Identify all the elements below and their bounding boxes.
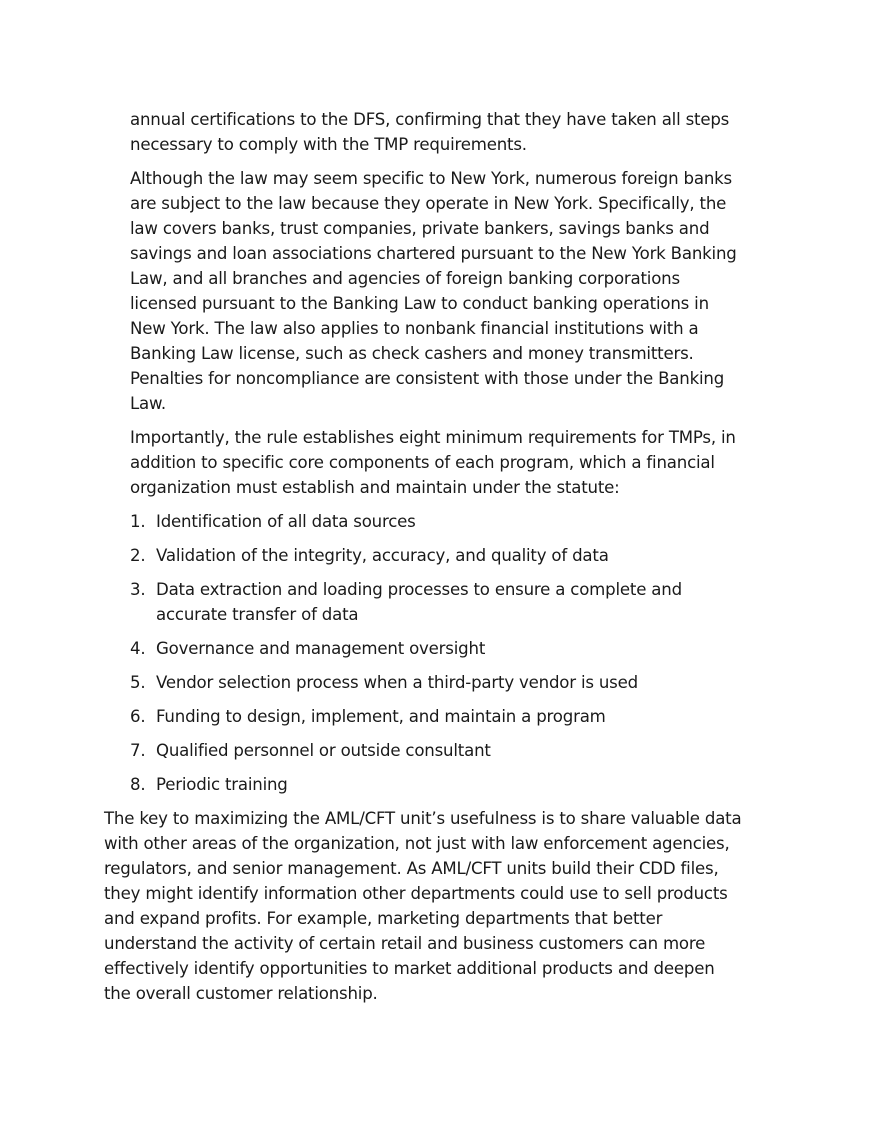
list-item-number: 3. xyxy=(130,580,146,599)
list-item xyxy=(130,636,744,661)
list-item-number: 8. xyxy=(130,775,146,794)
list-item-text: Vendor selection process when a third-party vendor is used xyxy=(156,673,638,692)
list-item-text: Validation of the integrity, accuracy, and quality of data xyxy=(156,546,609,565)
list-item xyxy=(130,704,744,729)
list-item xyxy=(130,772,744,797)
list-item-number: 1. xyxy=(130,512,146,531)
document-body xyxy=(104,107,744,1015)
list-item-text: Qualified personnel or outside consultant xyxy=(156,741,491,760)
paragraph-requirements-intro: Importantly, the rule establishes eight minimum requirements for TMPs, in addition to specific core components of each program, which a financial organization must establish and maintain under the statute: xyxy=(130,428,736,497)
list-item xyxy=(130,577,744,627)
list-item-text: Governance and management oversight xyxy=(156,639,486,658)
paragraph-law-scope: Although the law may seem specific to New York, numerous foreign banks are subject to the law because they operate in New York. Specifically, the law covers banks, trust companies, private bankers, savings banks and savings and loan associations chartered pursuant to the New York Banking Law, and all branches and agencies of foreign banking corporations licensed pursuant to the Banking Law to conduct banking operations in New York. The law also applies to nonbank financial institutions with a Banking Law license, such as check cashers and money transmitters. Penalties for noncompliance are consistent with those under the Banking Law. xyxy=(130,169,737,413)
requirements-list xyxy=(130,509,744,797)
list-item-text: Identification of all data sources xyxy=(156,512,416,531)
list-item-number: 7. xyxy=(130,741,146,760)
paragraph-certifications: annual certifications to the DFS, confirming that they have taken all steps necessary to comply with the TMP requirements. xyxy=(130,110,730,154)
paragraph-closing: The key to maximizing the AML/CFT unit’s usefulness is to share valuable data with other areas of the organization, not just with law enforcement agencies, regulators, and senior management. As AML/CFT units build their CDD files, they might identify information other departments could use to sell products and expand profits. For example, marketing departments that better understand the activity of certain retail and business customers can more effectively identify opportunities to market additional products and deepen the overall customer relationship. xyxy=(104,809,742,1003)
indented-section xyxy=(130,107,744,797)
list-item xyxy=(130,670,744,695)
list-item-number: 2. xyxy=(130,546,146,565)
list-item xyxy=(130,543,744,568)
list-item xyxy=(130,738,744,763)
list-item-number: 6. xyxy=(130,707,146,726)
list-item-text: Periodic training xyxy=(156,775,288,794)
list-item-number: 5. xyxy=(130,673,146,692)
list-item-text: Data extraction and loading processes to ensure a complete and accurate transfer of data xyxy=(156,580,682,624)
list-item-text: Funding to design, implement, and maintain a program xyxy=(156,707,606,726)
list-item xyxy=(130,509,744,534)
list-item-number: 4. xyxy=(130,639,146,658)
